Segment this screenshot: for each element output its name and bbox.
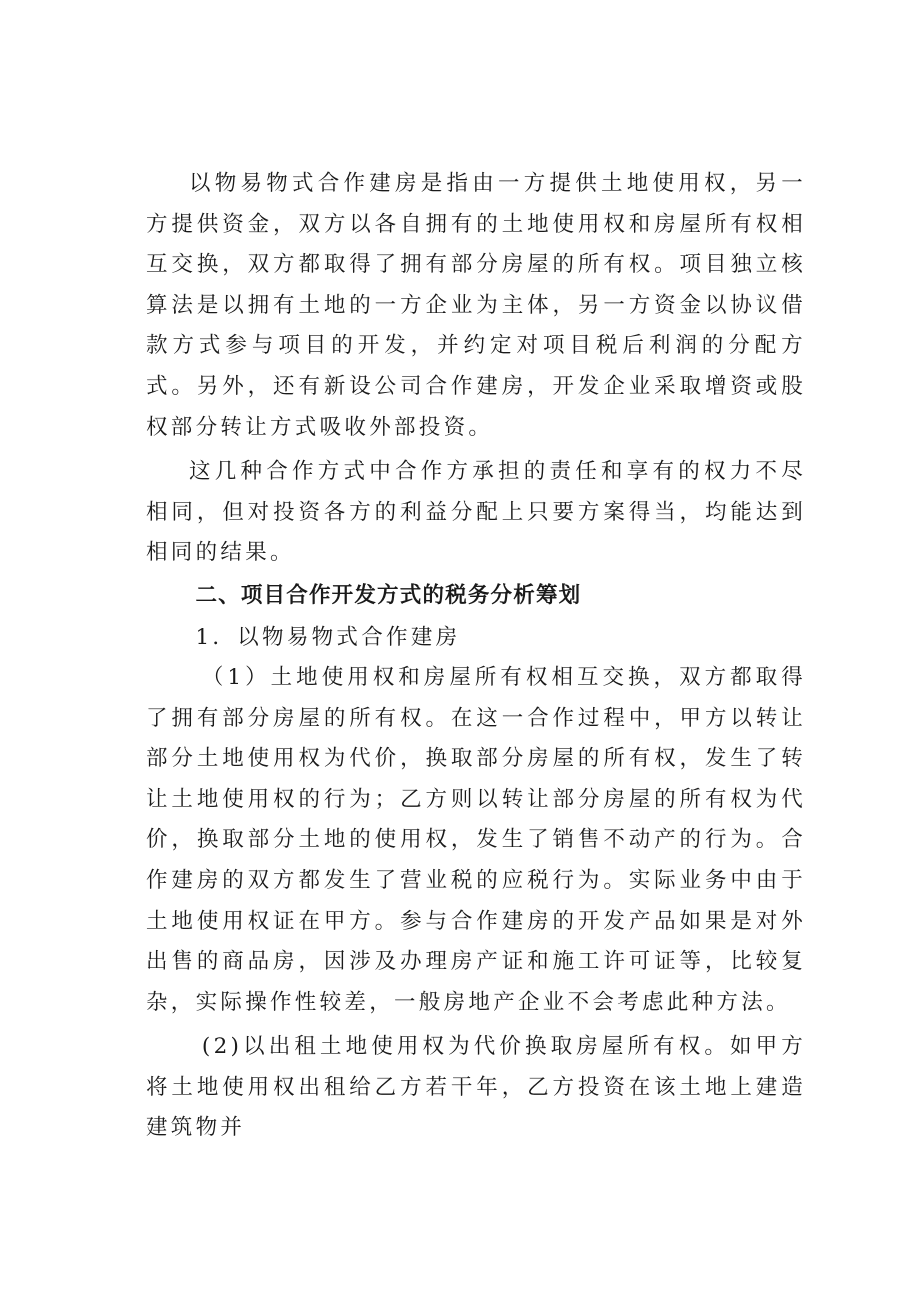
item-1-paragraph: （1）土地使用权和房屋所有权相互交换，双方都取得了拥有部分房屋的所有权。在这一合作过程中，甲方以转让部分土地使用权为代价，换取部分房屋的所有权，发生了转让土地使用权的行为；乙方则以转让部分房屋的所有权为代价，换取部分土地的使用权，发生了销售不动产的行为。合作建房的双方都发生了营业税的应税行为。实际业务中由于土地使用权证在甲方。参与合作建房的开发产品如果是对外出售的商品房，因涉及办理房产证和施工许可证等，比较复杂，实际操作性较差，一般房地产企业不会考虑此种方法。 (146, 664, 806, 1015)
item-2-paragraph: (2)以出租土地使用权为代价换取房屋所有权。如甲方将土地使用权出租给乙方若干年，乙方投资在该土地上建造建筑物并 (146, 1034, 806, 1141)
document-page (146, 164, 806, 1149)
intro-paragraph-1: 以物易物式合作建房是指由一方提供土地使用权，另一方提供资金，双方以各自拥有的土地使用权和房屋所有权相互交换，双方都取得了拥有部分房屋的所有权。项目独立核算法是以拥有土地的一方企业为主体，另一方资金以协议借款方式参与项目的开发，并约定对项目税后利润的分配方式。另外，还有新设公司合作建房，开发企业采取增资或股权部分转让方式吸收外部投资。 (146, 171, 806, 440)
intro-paragraph-2: 这几种合作方式中合作方承担的责任和享有的权力不尽相同，但对投资各方的利益分配上只要方案得当，均能达到相同的结果。 (146, 459, 806, 566)
subsection-heading: 1．以物易物式合作建房 (195, 624, 461, 650)
section-heading: 二、项目合作开发方式的税务分析筹划 (195, 582, 582, 608)
